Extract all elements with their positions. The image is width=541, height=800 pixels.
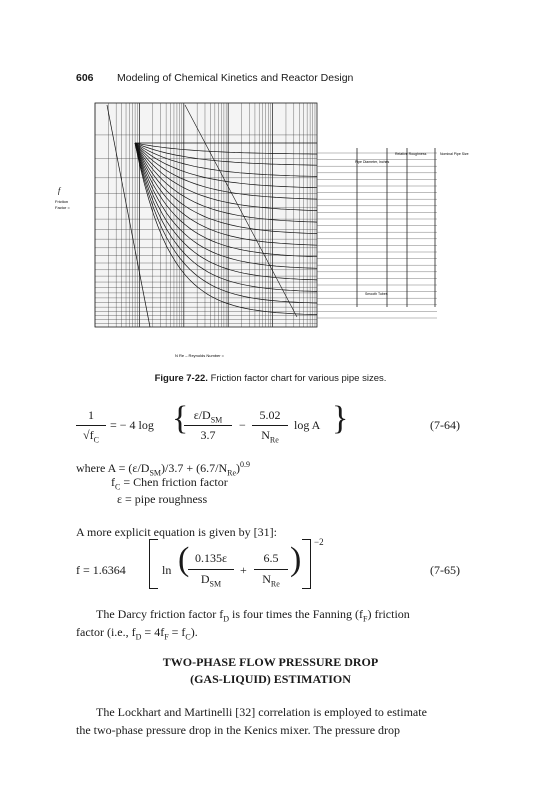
- eq65-term2-denominator: $N_{Re}$: [262, 572, 280, 589]
- eq64-equals-log: = − 4 log: [110, 418, 154, 432]
- where-line-1: where $A = (\varepsilon/D_{SM})/3.7 + (6.7/N_{Re})^{0.9}$: [76, 460, 251, 478]
- darcy-line-2: factor (i.e., $f_D = 4f_F = f_C$).: [76, 625, 198, 642]
- eq64-minus: −: [239, 418, 246, 432]
- right-label-smooth: Smooth Tubes: [365, 292, 388, 296]
- explicit-text: A more explicit equation is given by [31]:: [76, 525, 277, 539]
- where-line-2: $f_C$ = Chen friction factor: [111, 475, 228, 492]
- chart-xlabel: N Re – Reynolds Number =: [175, 353, 225, 358]
- right-label-diameter: Pipe Diameter, Inches: [355, 160, 390, 164]
- eq64-left-brace: {: [172, 400, 189, 437]
- ylabel-factor: Factor =: [55, 205, 70, 210]
- eq64-term1-denominator: 3.7: [200, 428, 216, 442]
- right-label-roughness: Relative Roughness: [395, 152, 427, 156]
- equation-7-65: [76, 537, 496, 595]
- eq64-term2-denominator: $N_{Re}$: [261, 428, 279, 445]
- eq64-right-brace: }: [332, 400, 349, 437]
- last-paragraph-line-1: The Lockhart and Martinelli [32] correlation is employed to estimate: [96, 705, 427, 719]
- figure-caption-label: Figure 7-22.: [154, 373, 208, 384]
- eq64-log-a: log A: [294, 418, 321, 432]
- eq65-left-paren: (: [178, 541, 190, 578]
- eq65-term2-numerator: 6.5: [263, 551, 279, 565]
- eq65-plus: +: [240, 563, 247, 577]
- eq65-ln: ln: [162, 563, 172, 577]
- eq65-right-bracket: [302, 539, 311, 589]
- eq64-lhs-denominator: $√f_C$: [83, 428, 99, 445]
- eq65-lhs: f = 1.6364: [76, 563, 126, 577]
- eq65-right-paren: ): [290, 541, 302, 578]
- eq64-term2-numerator: 5.02: [259, 408, 281, 422]
- page-number: 606: [76, 72, 94, 84]
- equation-7-64: [76, 400, 496, 458]
- eq65-exponent: −2: [314, 537, 324, 547]
- darcy-line-1: The Darcy friction factor $f_D$ is four times the Fanning $(f_F)$ friction: [96, 607, 410, 624]
- figure-caption: [0, 373, 541, 384]
- eq65-number: (7-65): [430, 563, 460, 577]
- last-paragraph-line-2: the two-phase pressure drop in the Kenics mixer. The pressure drop: [76, 723, 401, 737]
- section-heading-line-1: TWO-PHASE FLOW PRESSURE DROP: [162, 655, 379, 669]
- eq64-number: (7-64): [430, 418, 460, 432]
- right-label-pipe-size: Nominal Pipe Size: [440, 152, 469, 156]
- eq65-term1-numerator: 0.135ε: [194, 551, 228, 565]
- ylabel-friction: Friction: [55, 199, 69, 204]
- section-heading-line-2: (GAS-LIQUID) ESTIMATION: [190, 672, 351, 686]
- eq65-left-bracket: [149, 539, 158, 589]
- ylabel-f: f: [58, 186, 61, 195]
- figure-caption-text: Friction factor chart for various pipe sizes.: [210, 373, 387, 384]
- eq64-lhs-numerator: 1: [88, 408, 94, 422]
- running-header-title: Modeling of Chemical Kinetics and Reactor Design: [117, 72, 354, 84]
- eq64-term1-numerator: $\varepsilon/D_{SM}$: [193, 408, 223, 425]
- eq65-term1-denominator: $D_{SM}$: [200, 572, 222, 589]
- friction-factor-chart: [55, 95, 475, 365]
- where-line-3: ε = pipe roughness: [117, 492, 208, 506]
